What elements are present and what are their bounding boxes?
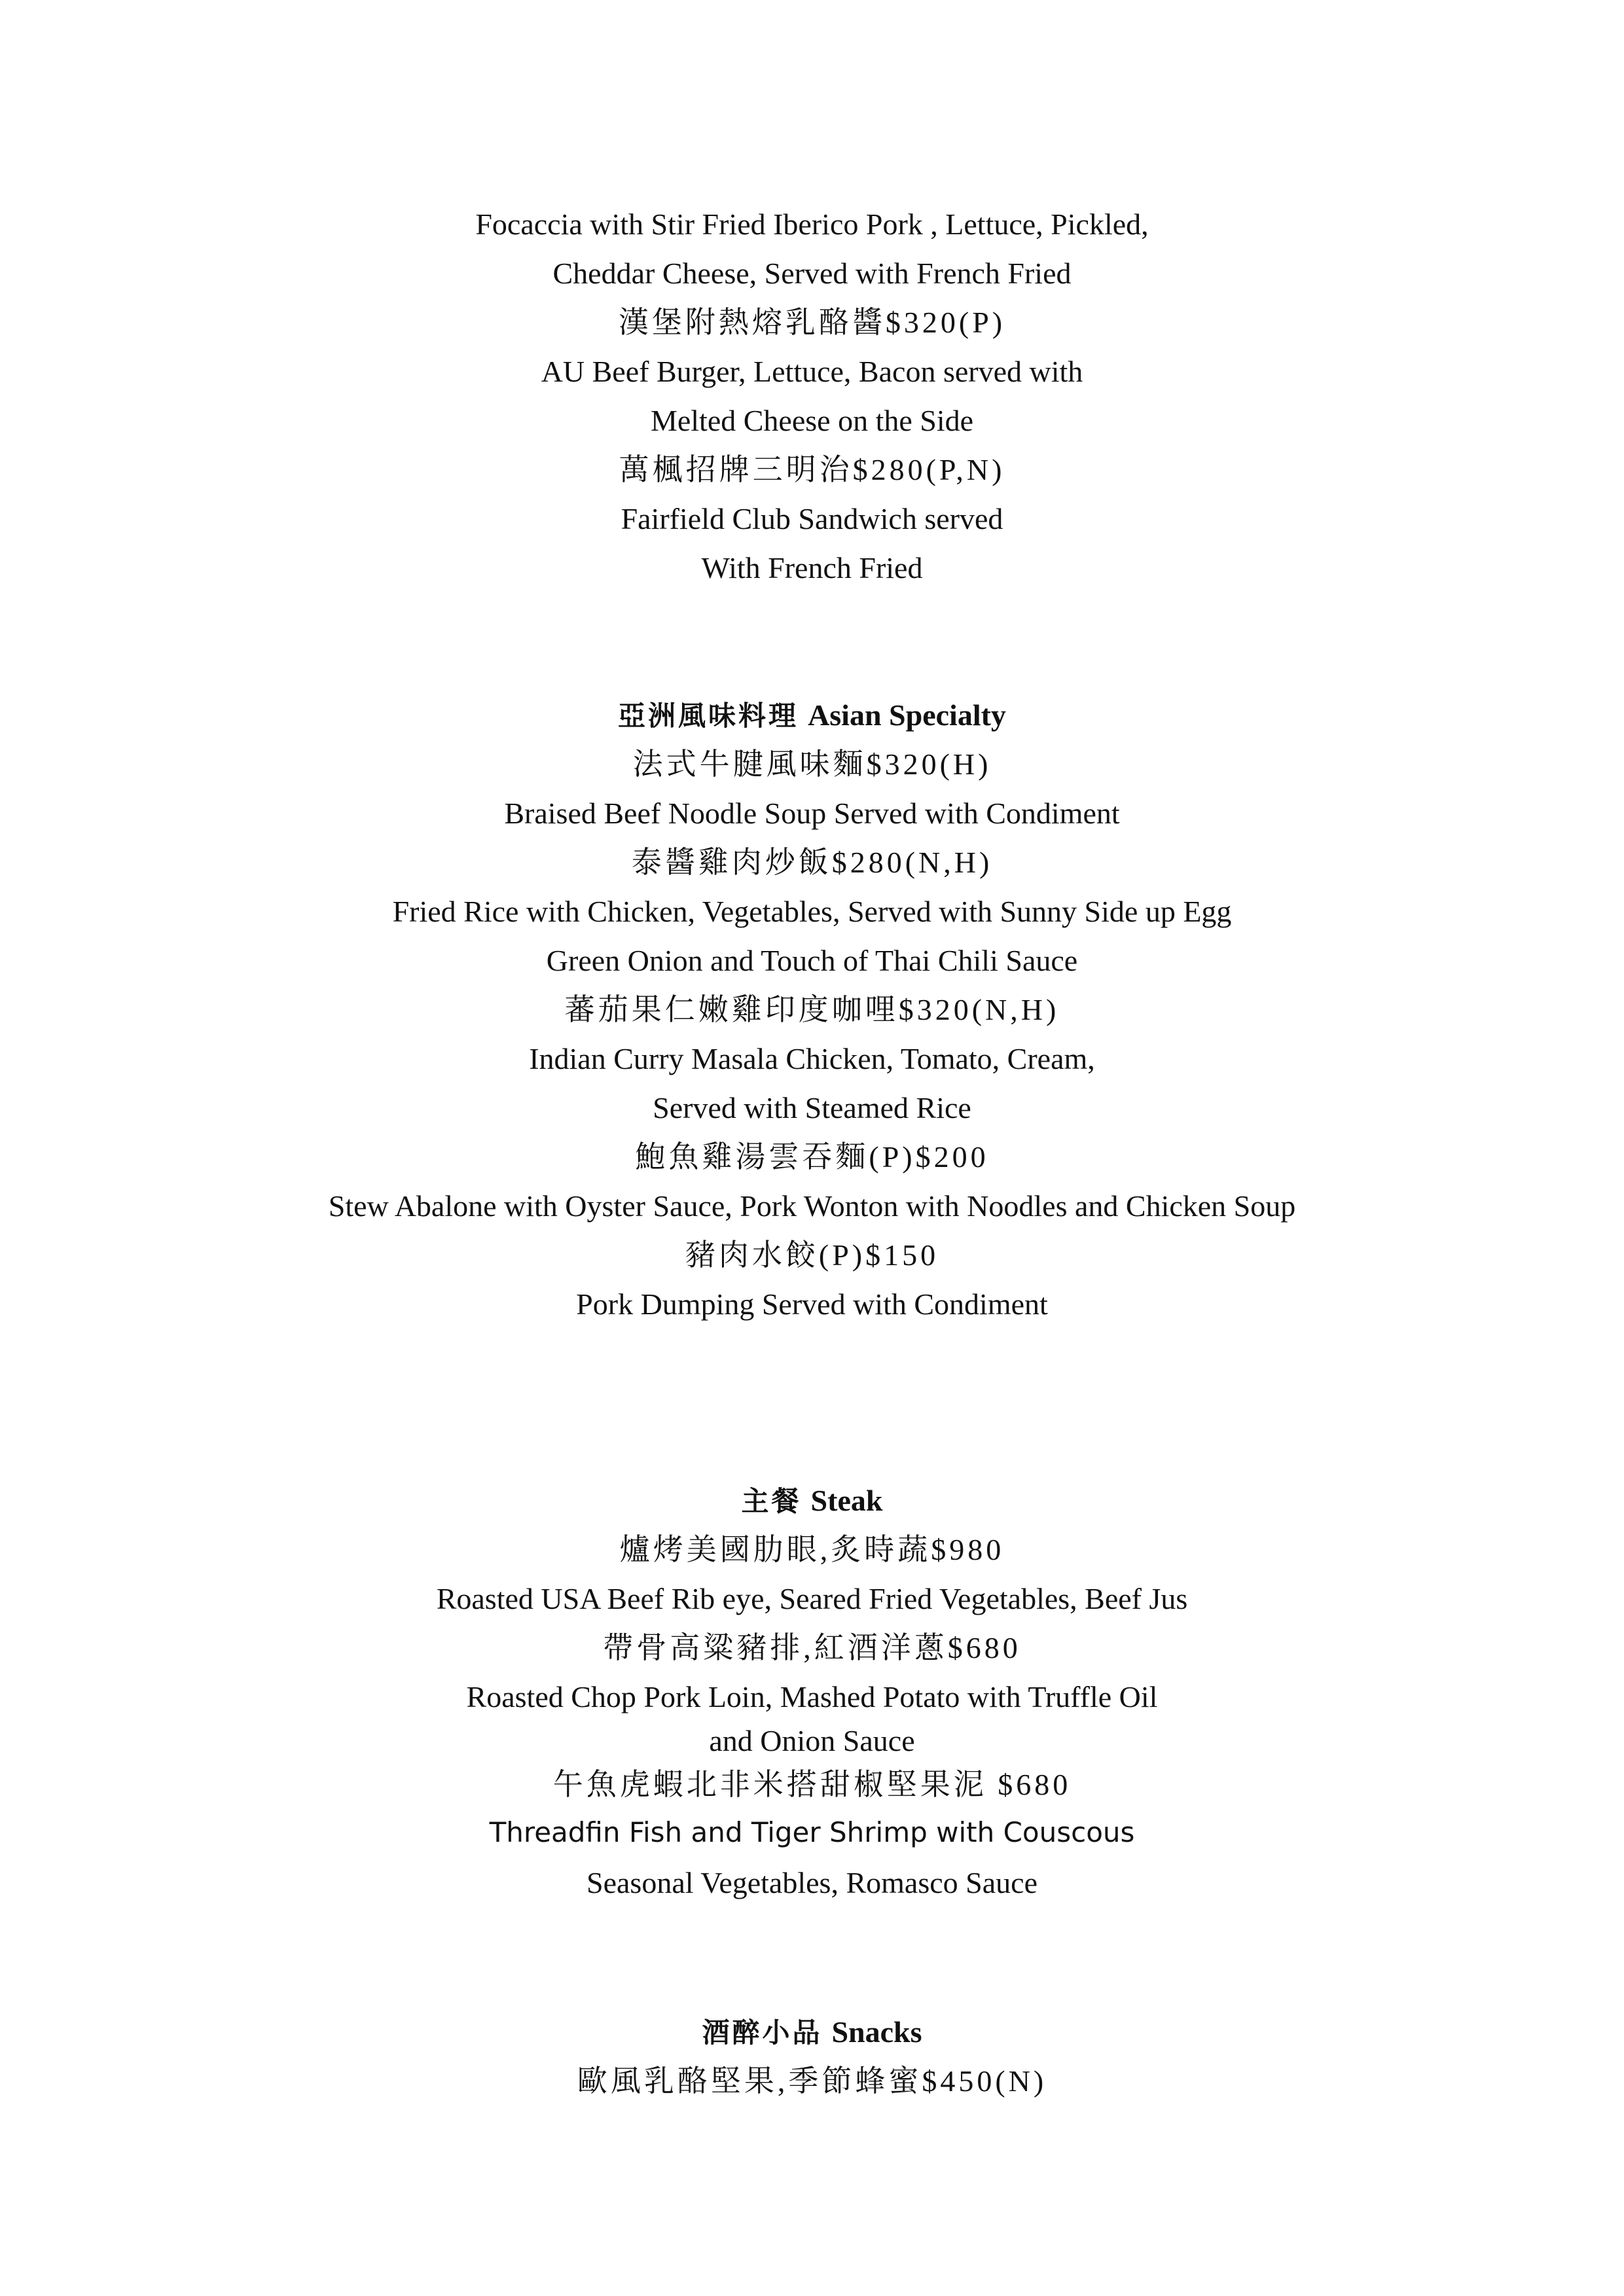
menu-item-name: 泰醬雞肉炒飯$280(N,H)	[631, 846, 993, 879]
menu-item-name: 午魚虎蝦北非米搭甜椒堅果泥 $680	[552, 1768, 1072, 1801]
menu-line: Served with Steamed Rice	[653, 1091, 971, 1124]
menu-line: and Onion Sauce	[709, 1724, 915, 1757]
menu-line: Cheddar Cheese, Served with French Fried	[552, 257, 1072, 290]
menu-item-name: 萬楓招牌三明治$280(P,N)	[619, 453, 1005, 486]
menu-item-name: 豬肉水餃(P)$150	[685, 1238, 939, 1272]
menu-item-name: 爐烤美國肋眼,炙時蔬$980	[619, 1533, 1005, 1566]
section-heading	[0, 1486, 1624, 1516]
heading-zh: 亞洲風味料理	[618, 700, 799, 732]
menu-item-name: 漢堡附熱熔乳酪醬$320(P)	[618, 306, 1006, 339]
menu-line: Stew Abalone with Oyster Sauce, Pork Wonton with Noodles and Chicken Soup	[328, 1189, 1296, 1223]
menu-line: Fairfield Club Sandwich served	[621, 502, 1003, 535]
menu-item-name: 蕃茄果仁嫩雞印度咖哩$320(N,H)	[564, 993, 1060, 1026]
section-heading	[0, 700, 1624, 730]
menu-line: Threadfin Fish and Tiger Shrimp with Couscous	[489, 1816, 1135, 1848]
menu-line: Melted Cheese on the Side	[650, 404, 974, 437]
menu-item-name: 歐風乳酪堅果,季節蜂蜜$450(N)	[577, 2064, 1047, 2098]
heading-zh: 酒醉小品	[702, 2017, 823, 2049]
menu-line: Pork Dumping Served with Condiment	[576, 1287, 1048, 1321]
heading-zh: 主餐	[741, 1485, 802, 1517]
menu-line: Roasted Chop Pork Loin, Mashed Potato with Truffle Oil	[466, 1680, 1158, 1713]
menu-line: Roasted USA Beef Rib eye, Seared Fried Vegetables, Beef Jus	[436, 1582, 1188, 1615]
menu-line: Seasonal Vegetables, Romasco Sauce	[586, 1866, 1038, 1899]
menu-line: Fried Rice with Chicken, Vegetables, Served with Sunny Side up Egg	[392, 895, 1232, 928]
menu-item-name: 帶骨高粱豬排,紅酒洋蔥$680	[603, 1631, 1021, 1664]
menu-line: With French Fried	[701, 551, 923, 584]
menu-line: Focaccia with Stir Fried Iberico Pork , Lettuce, Pickled,	[475, 207, 1149, 241]
menu-line: Indian Curry Masala Chicken, Tomato, Cream,	[529, 1042, 1095, 1075]
section-heading	[0, 2017, 1624, 2047]
menu-line: Green Onion and Touch of Thai Chili Sauce	[546, 944, 1078, 977]
heading-en: Steak	[810, 1484, 883, 1517]
heading-en: Snacks	[831, 2015, 922, 2049]
menu-item-name: 法式牛腱風味麵$320(H)	[632, 747, 992, 781]
heading-en: Asian Specialty	[808, 698, 1006, 732]
menu-line: Braised Beef Noodle Soup Served with Condiment	[504, 797, 1120, 830]
menu-line: AU Beef Burger, Lettuce, Bacon served with	[541, 355, 1083, 388]
menu-item-name: 鮑魚雞湯雲吞麵(P)$200	[635, 1140, 989, 1174]
